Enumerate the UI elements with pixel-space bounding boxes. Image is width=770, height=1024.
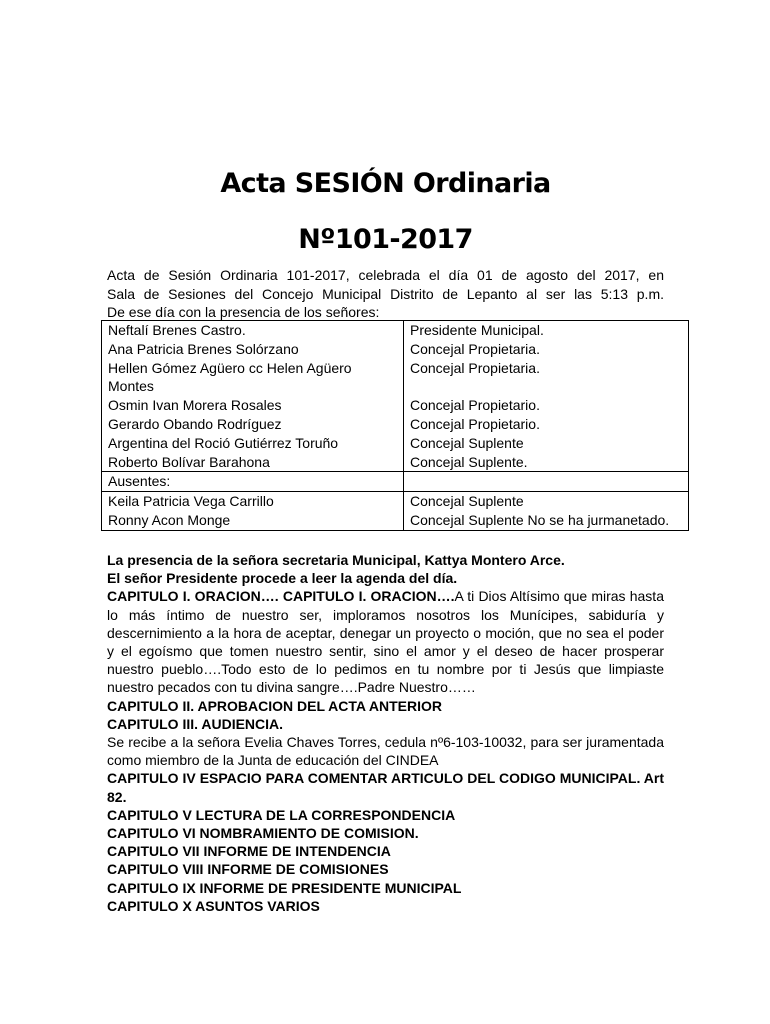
present-name: Argentina del Roció Gutiérrez Toruño	[108, 434, 339, 451]
secretary-presence: La presencia de la señora secretaria Municipal, Kattya Montero Arce.	[107, 552, 565, 568]
present-role: Concejal Suplente.	[410, 453, 528, 470]
chapter-7-heading: CAPITULO VII INFORME DE INTENDENCIA	[107, 843, 391, 860]
present-role: Presidente Municipal.	[410, 322, 544, 338]
intro-line-1: Acta de Sesión Ordinaria 101-2017, celebrada el día 01 de agosto del 2017, en	[107, 267, 664, 283]
document-title: Acta SESIÓN Ordinaria	[220, 168, 551, 199]
chapter-6-heading: CAPITULO VI NOMBRAMIENTO DE COMISION.	[107, 825, 419, 842]
present-name: Hellen Gómez Agüero cc Helen Agüero Montes	[108, 359, 352, 395]
present-name: Ana Patricia Brenes Solórzano	[108, 340, 299, 357]
chapter-8-heading: CAPITULO VIII INFORME DE COMISIONES	[107, 861, 389, 878]
present-role: Concejal Suplente	[410, 434, 524, 451]
absent-role: Concejal Suplente	[410, 493, 524, 510]
chapter-3-text: Se recibe a la señora Evelia Chaves Torres, cedula nº6-103-10032, para ser juramentada como miembro de la Junta de educación del CINDEA	[107, 734, 664, 769]
chapter-3-heading: CAPITULO III. AUDIENCIA.	[107, 715, 284, 732]
intro-line-2: Sala de Sesiones del Concejo Municipal Distrito de Lepanto al ser las 5:13 p.m.	[107, 285, 664, 302]
agenda-reading: El señor Presidente procede a leer la agenda del día.	[107, 570, 458, 587]
chapter-4-heading: CAPITULO IV ESPACIO PARA COMENTAR ARTICULO DEL CODIGO MUNICIPAL. Art 82.	[107, 770, 664, 805]
document-number: Nº101-2017	[298, 224, 473, 255]
absent-name: Ronny Acon Monge	[108, 511, 231, 528]
chapter-1-heading: CAPITULO I. ORACION…. CAPITULO I. ORACION….	[107, 588, 455, 605]
minutes-body	[107, 551, 664, 915]
chapter-1-prayer: A ti Dios Altísimo que miras hasta lo más íntimo de nuestro ser, imploramos nosotros los Munícipes, sabiduría y descernimiento a la hora de aceptar, denegar un proyecto o moción, que no sea el poder y el egoísmo que tomen nuestro sentir, sino el amor y el deseo de hacer prosperar nuestro pueblo….Todo esto de lo pedimos en tu nombre por ti Jesús que limpiaste nuestro pecados con tu divina sangre….Padre Nuestro……	[107, 588, 664, 696]
role-spacer	[410, 377, 684, 396]
chapter-10-heading: CAPITULO X ASUNTOS VARIOS	[107, 897, 320, 914]
attendance-row-absent	[102, 492, 689, 531]
intro-paragraph	[107, 266, 664, 322]
absent-name: Keila Patricia Vega Carrillo	[108, 493, 274, 510]
intro-line-3: De ese día con la presencia de los señores:	[107, 304, 380, 320]
present-role: Concejal Propietaria.	[410, 340, 540, 357]
absent-roles-cell	[404, 492, 689, 531]
absent-label: Ausentes:	[102, 472, 404, 492]
present-name: Gerardo Obando Rodríguez	[108, 415, 282, 432]
present-name: Osmin Ivan Morera Rosales	[108, 397, 282, 414]
chapter-2-heading: CAPITULO II. APROBACION DEL ACTA ANTERIOR	[107, 697, 442, 714]
chapter-5-heading: CAPITULO V LECTURA DE LA CORRESPONDENCIA	[107, 806, 456, 823]
present-name: Neftalí Brenes Castro.	[108, 322, 246, 338]
attendance-table	[101, 320, 689, 531]
present-names-cell	[102, 321, 404, 472]
present-role: Concejal Propietario.	[410, 397, 540, 414]
present-name: Roberto Bolívar Barahona	[108, 453, 270, 470]
chapter-1-paragraph	[107, 587, 664, 696]
present-role: Concejal Propietaria.	[410, 359, 540, 376]
present-role: Concejal Propietario.	[410, 415, 540, 432]
absent-names-cell	[102, 492, 404, 531]
attendance-row-present	[102, 321, 689, 472]
present-roles-cell	[404, 321, 689, 472]
absent-role: Concejal Suplente No se ha jurmanetado.	[410, 511, 670, 528]
chapter-9-heading: CAPITULO IX INFORME DE PRESIDENTE MUNICIPAL	[107, 879, 462, 896]
attendance-row-absent-label	[102, 472, 689, 492]
empty-cell	[404, 472, 689, 492]
